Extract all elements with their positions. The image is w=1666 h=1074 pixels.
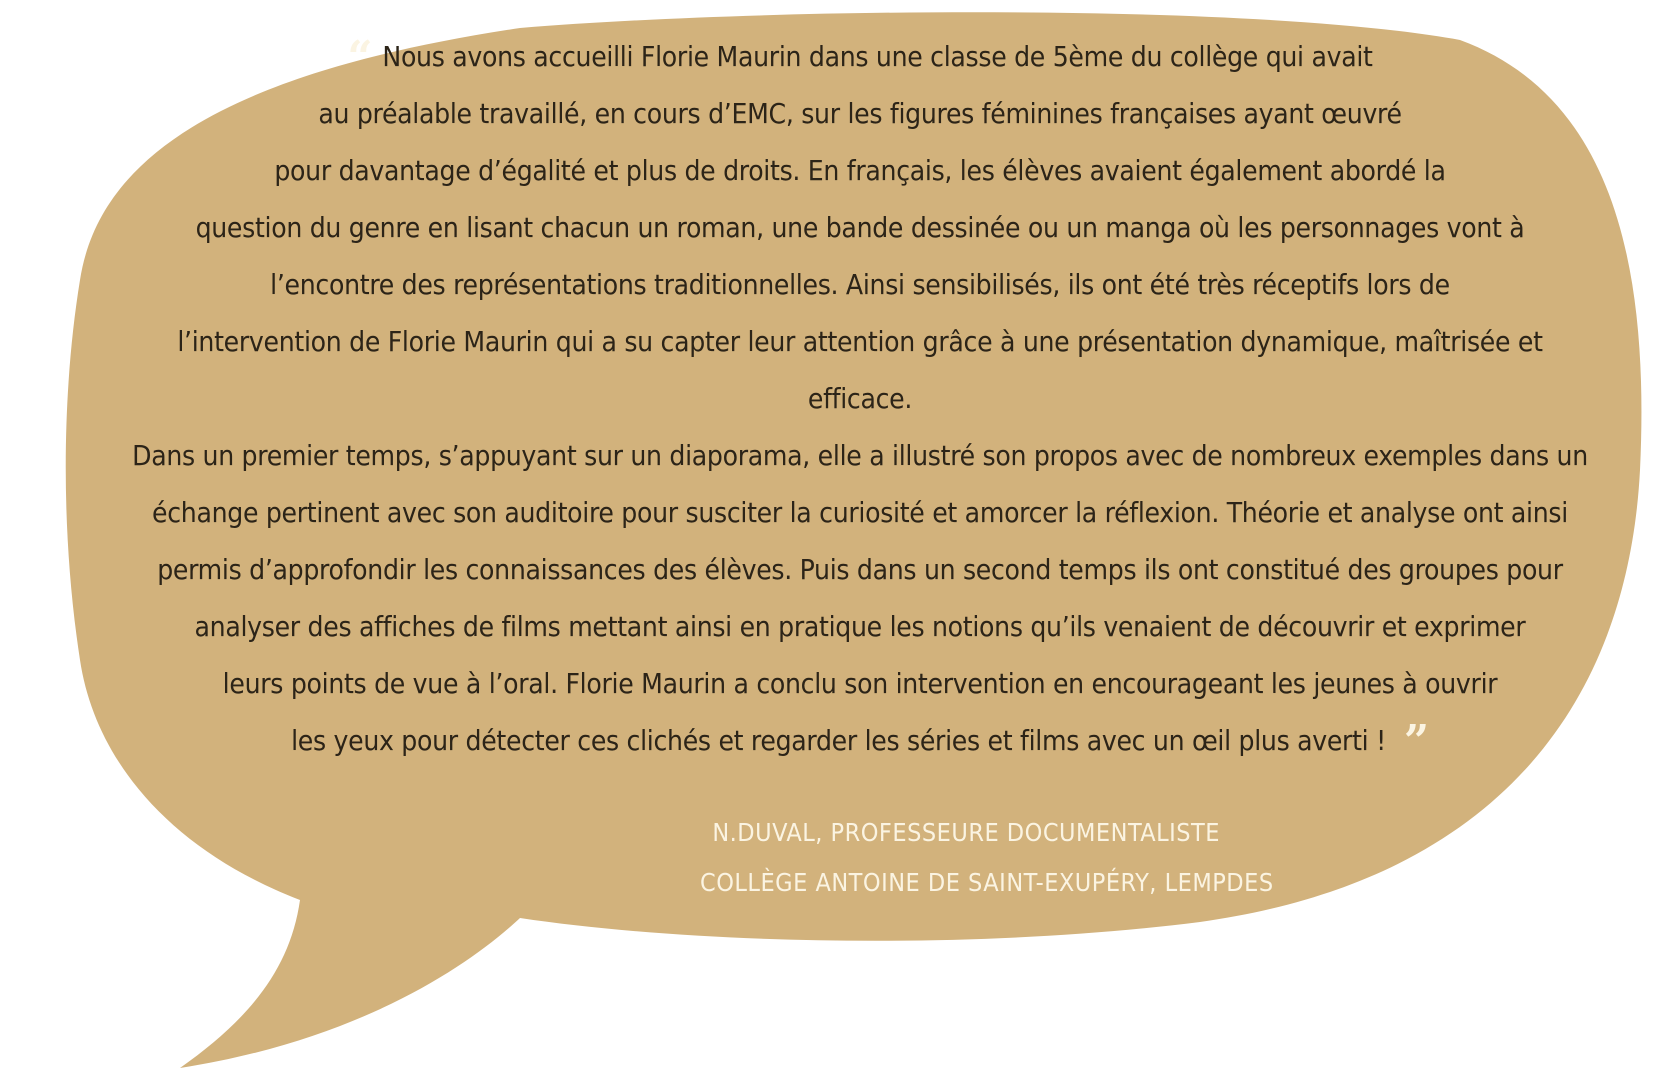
quote-line: pour davantage d’égalité et plus de droits. En français, les élèves avaient également abordé la — [274, 154, 1446, 187]
quote-line: analyser des affiches de films mettant ainsi en pratique les notions qu’ils venaient de découvrir et exprimer — [194, 610, 1526, 643]
quote-line: au préalable travaillé, en cours d’EMC, sur les figures féminines françaises ayant œuvré — [318, 97, 1402, 130]
quote-line: leurs points de vue à l’oral. Florie Maurin a conclu son intervention en encourageant les jeunes à ouvrir — [222, 667, 1498, 700]
quote-line: échange pertinent avec son auditoire pour susciter la curiosité et amorcer la réflexion. Théorie et analyse ont ainsi — [152, 496, 1568, 529]
testimonial-quote — [80, 28, 1640, 769]
author-signature — [700, 808, 1274, 908]
author-school: COLLÈGE ANTOINE DE SAINT-EXUPÉRY, LEMPDES — [700, 868, 1274, 897]
quote-paragraph-2 — [80, 427, 1640, 769]
quote-line: l’intervention de Florie Maurin qui a su capter leur attention grâce à une présentation dynamique, maîtrisée et — [177, 325, 1543, 358]
quote-line: permis d’approfondir les connaissances des élèves. Puis dans un second temps ils ont constitué des groupes pour — [157, 553, 1563, 586]
quote-line: “ Nous avons accueilli Florie Maurin dans une classe de 5ème du collège qui avait — [347, 32, 1373, 83]
quote-line: question du genre en lisant chacun un roman, une bande dessinée ou un manga où les personnages vont à — [195, 211, 1525, 244]
quote-line: Dans un premier temps, s’appuyant sur un diaporama, elle a illustré son propos avec de nombreux exemples dans un — [132, 439, 1588, 472]
quote-line: l’encontre des représentations traditionnelles. Ainsi sensibilisés, ils ont été très réceptifs lors de — [270, 268, 1450, 301]
quote-line: les yeux pour détecter ces clichés et regarder les séries et films avec un œil plus averti ! ” — [291, 716, 1429, 767]
quote-paragraph-1 — [80, 28, 1640, 427]
quote-line: efficace. — [807, 382, 913, 415]
author-name-role: N.DUVAL, PROFESSEURE DOCUMENTALISTE — [712, 818, 1220, 847]
